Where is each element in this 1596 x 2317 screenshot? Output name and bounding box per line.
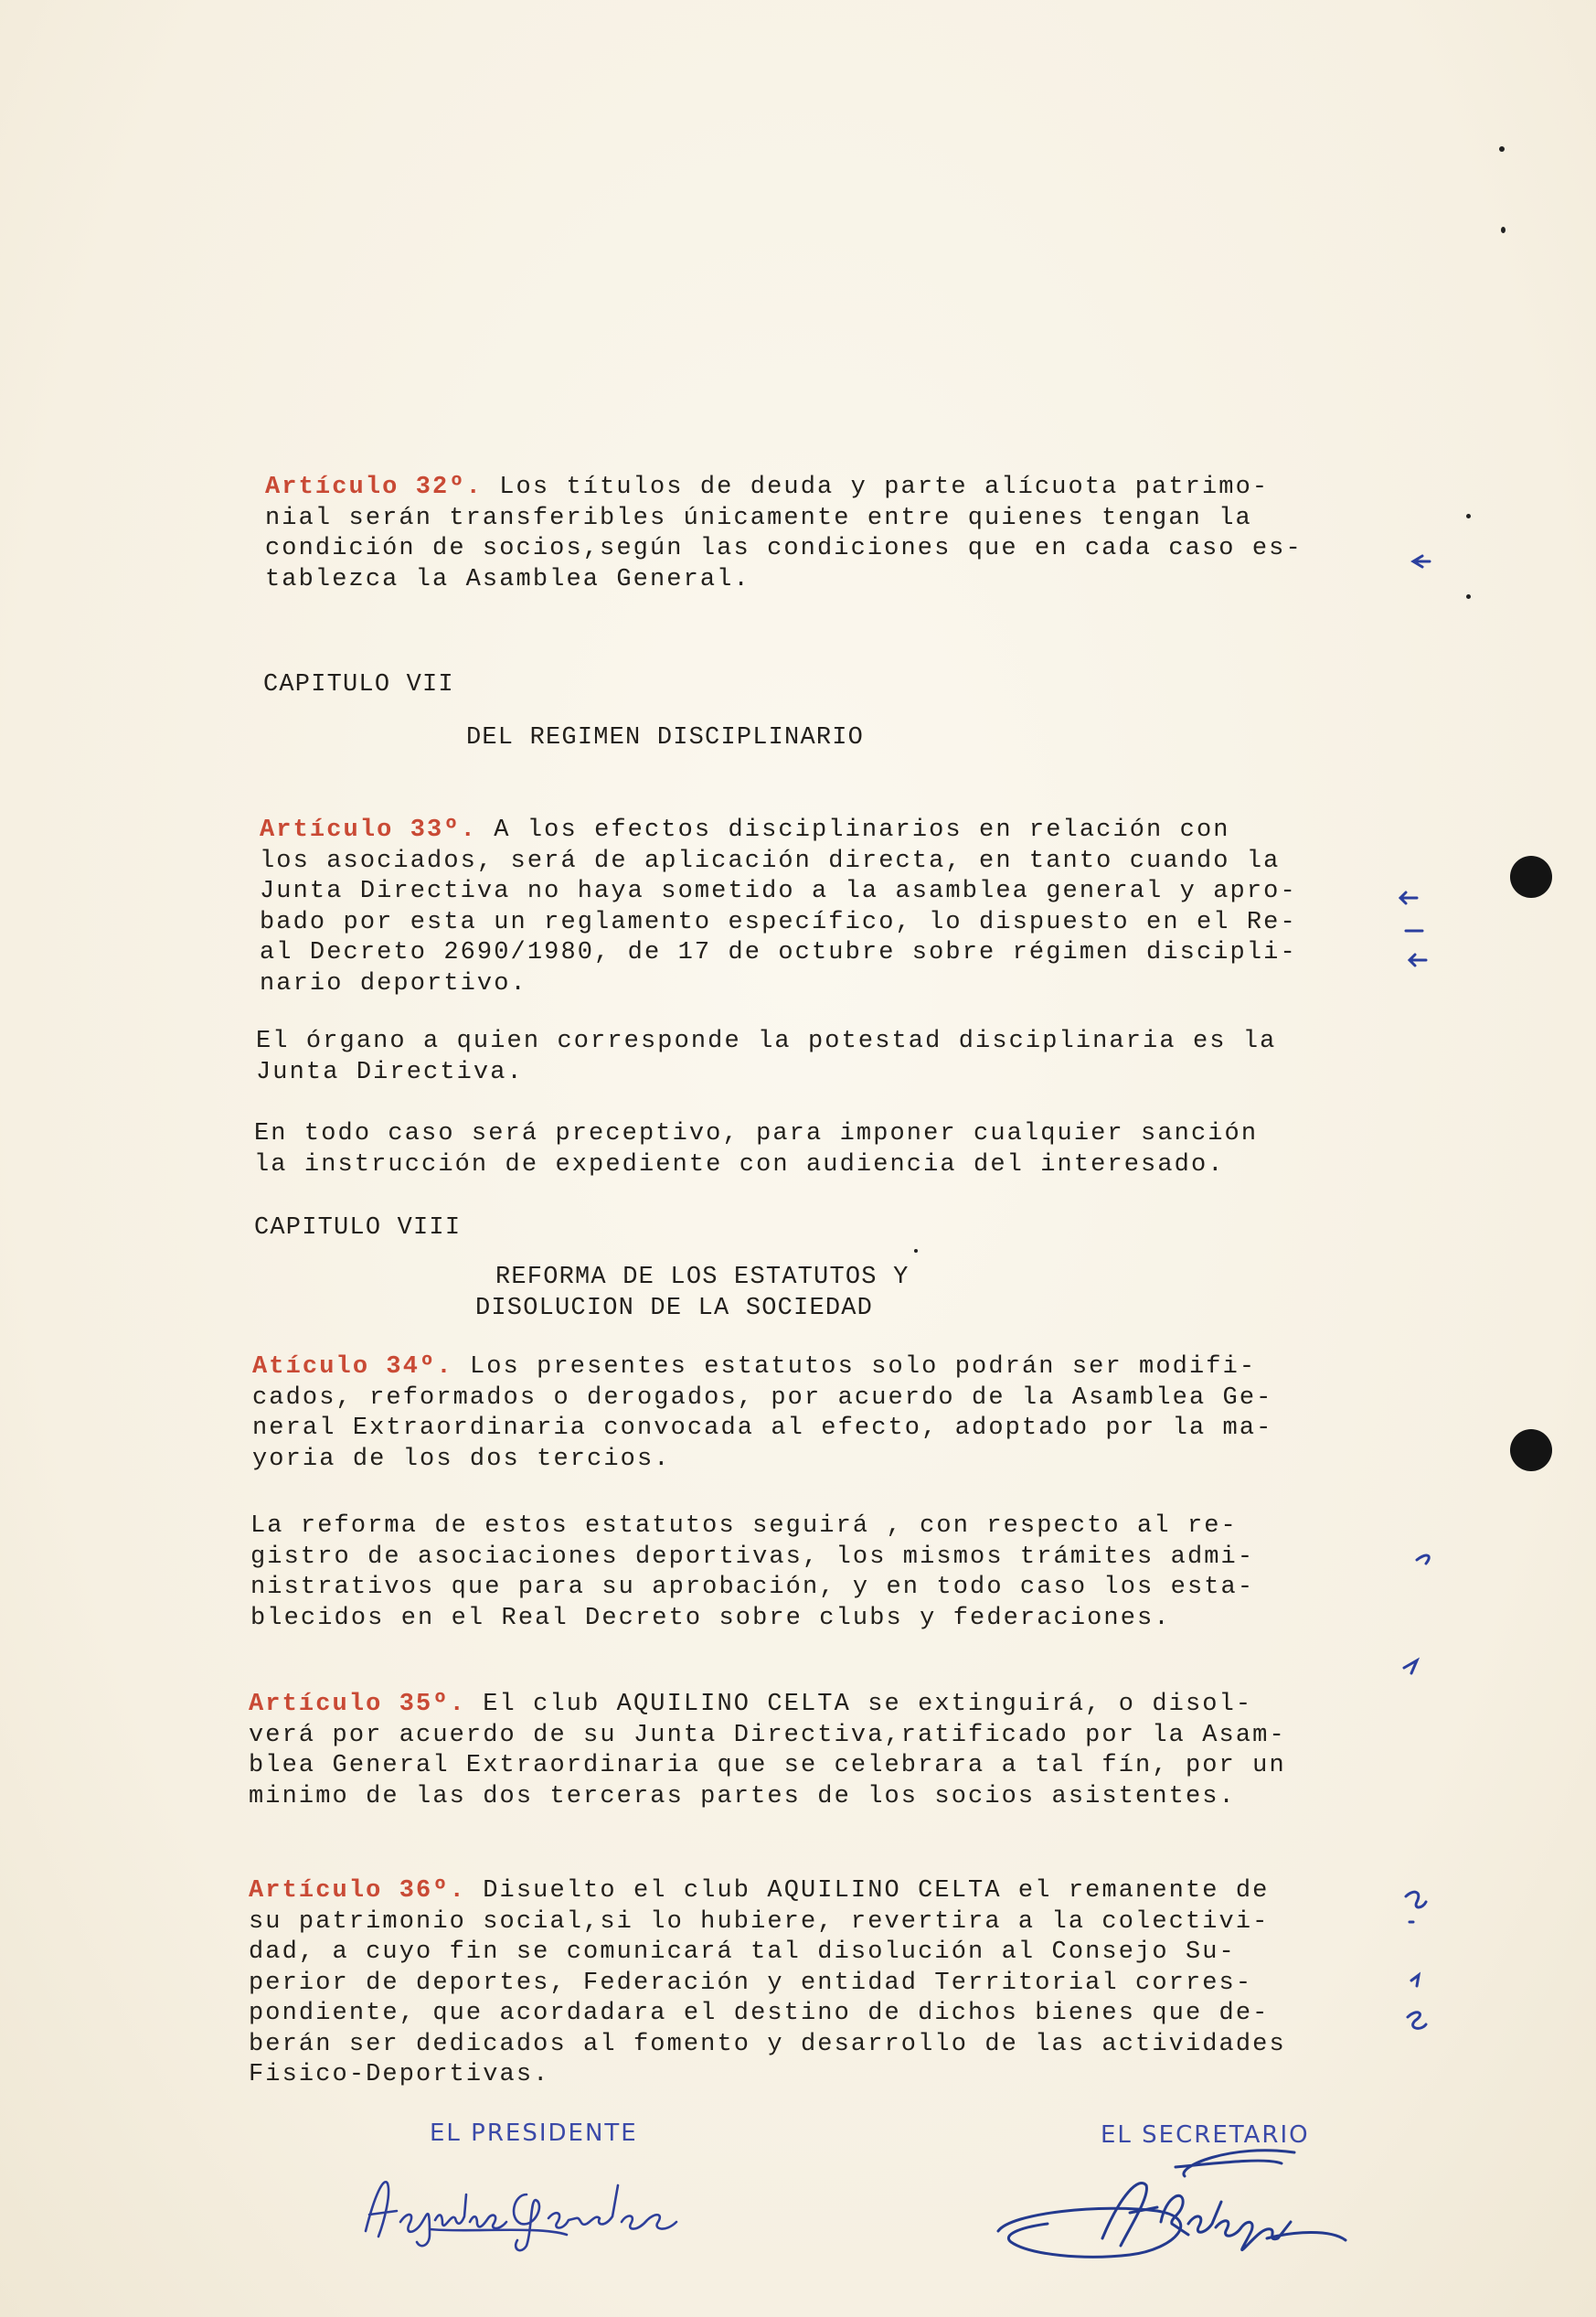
article-33-label: Artículo 33º. <box>260 817 477 844</box>
text-line: A los efectos disciplinarios en relación con <box>494 817 1230 844</box>
text-line: Fisico-Deportivas. <box>249 2061 550 2088</box>
text-line: Junta Directiva no haya sometido a la asamblea general y apro- <box>260 878 1297 905</box>
article-32-label: Artículo 32º. <box>265 474 483 501</box>
text-line: nario deportivo. <box>260 969 527 998</box>
text-line: Los presentes estatutos solo podrán ser modifi- <box>469 1353 1257 1381</box>
text-line: blecidos en el Real Decreto sobre clubs y federaciones. <box>250 1604 1171 1632</box>
text-line: Disuelto el club AQUILINO CELTA el remanente de <box>483 1877 1270 1905</box>
text-line: tablezca la Asamblea General. <box>265 565 750 593</box>
article-35-label: Artículo 35º. <box>249 1691 466 1718</box>
text-line: nial serán transferibles únicamente entre quienes tengan la <box>265 504 1252 532</box>
text-line: verá por acuerdo de su Junta Directiva,ratificado por la Asam- <box>249 1721 1286 1749</box>
text-line: El club AQUILINO CELTA se extinguirá, o disol- <box>483 1691 1253 1718</box>
president-signature <box>356 2158 704 2258</box>
article-33 <box>260 816 1297 999</box>
speck <box>1466 514 1471 518</box>
text-line: pondiente, que acordadara el destino de dichos bienes que de- <box>249 2000 1270 2027</box>
article-36 <box>249 1876 1286 2091</box>
text-line: dad, a cuyo fin se comunicará tal disolución al Consejo Su- <box>249 1938 1236 1966</box>
text-line: Los títulos de deuda y parte alícuota patrimo- <box>499 474 1270 501</box>
article-33-paragraph-3 <box>254 1119 1258 1180</box>
text-line: gistro de asociaciones deportivas, los mismos trámites admi- <box>250 1543 1255 1571</box>
article-33-paragraph-2 <box>256 1027 1276 1088</box>
speck <box>1501 227 1506 233</box>
text-line: Junta Directiva. <box>256 1058 524 1086</box>
text-line: La reforma de estos estatutos seguirá , con respecto al re- <box>250 1512 1238 1540</box>
chapter-7-title: CAPITULO VII <box>263 671 454 699</box>
speck <box>1499 146 1505 152</box>
text-line: condición de socios,según las condiciones que en cada caso es- <box>265 535 1303 562</box>
punch-hole-bottom <box>1510 1429 1552 1471</box>
chapter-8-subtitle-1: REFORMA DE LOS ESTATUTOS Y <box>495 1264 910 1291</box>
article-34-label: Atículo 34º. <box>252 1353 453 1381</box>
text-line: blea General Extraordinaria que se celebrara a tal fín, por un <box>249 1752 1286 1779</box>
speck <box>914 1249 918 1253</box>
article-35 <box>249 1690 1286 1812</box>
article-32 <box>265 473 1303 595</box>
text-line: yoria de los dos tercios. <box>252 1445 671 1473</box>
secretary-signature <box>993 2140 1358 2277</box>
text-line: berán ser dedicados al fomento y desarrollo de las actividades <box>249 2030 1286 2058</box>
article-36-label: Artículo 36º. <box>249 1877 466 1905</box>
text-line: su patrimonio social,si lo hubiere, revertira a la colectivi- <box>249 1907 1270 1936</box>
article-34-paragraph-2 <box>250 1511 1254 1634</box>
margin-pen-marks <box>1389 539 1481 2057</box>
text-line: nistrativos que para su aprobación, y en todo caso los esta- <box>250 1574 1255 1601</box>
punch-hole-top <box>1510 856 1552 898</box>
chapter-8-title: CAPITULO VIII <box>254 1214 462 1242</box>
text-line: perior de deportes, Federación y entidad Territorial corres- <box>249 1969 1253 1997</box>
president-label: EL PRESIDENTE <box>430 2119 638 2147</box>
chapter-7-subtitle: DEL REGIMEN DISCIPLINARIO <box>466 724 865 752</box>
text-line: al Decreto 2690/1980, de 17 de octubre sobre régimen discipli- <box>260 939 1297 966</box>
secretary-label: EL SECRETARIO <box>1101 2121 1310 2149</box>
text-line: minimo de las dos terceras partes de los socios asistentes. <box>249 1782 1236 1810</box>
text-line: cados, reformados o derogados, por acuerdo de la Asamblea Ge- <box>252 1383 1273 1412</box>
text-line: neral Extraordinaria convocada al efecto, adoptado por la ma- <box>252 1415 1273 1442</box>
text-line: los asociados, será de aplicación directa, en tanto cuando la <box>260 847 1281 875</box>
article-34 <box>252 1352 1272 1475</box>
text-line: la instrucción de expediente con audiencia del interesado. <box>254 1150 1225 1179</box>
text-line: En todo caso será preceptivo, para imponer cualquier sanción <box>254 1120 1259 1148</box>
chapter-8-subtitle-2: DISOLUCION DE LA SOCIEDAD <box>475 1295 874 1322</box>
text-line: El órgano a quien corresponde la potestad disciplinaria es la <box>256 1028 1277 1055</box>
text-line: bado por esta un reglamento específico, lo dispuesto en el Re- <box>260 908 1297 936</box>
